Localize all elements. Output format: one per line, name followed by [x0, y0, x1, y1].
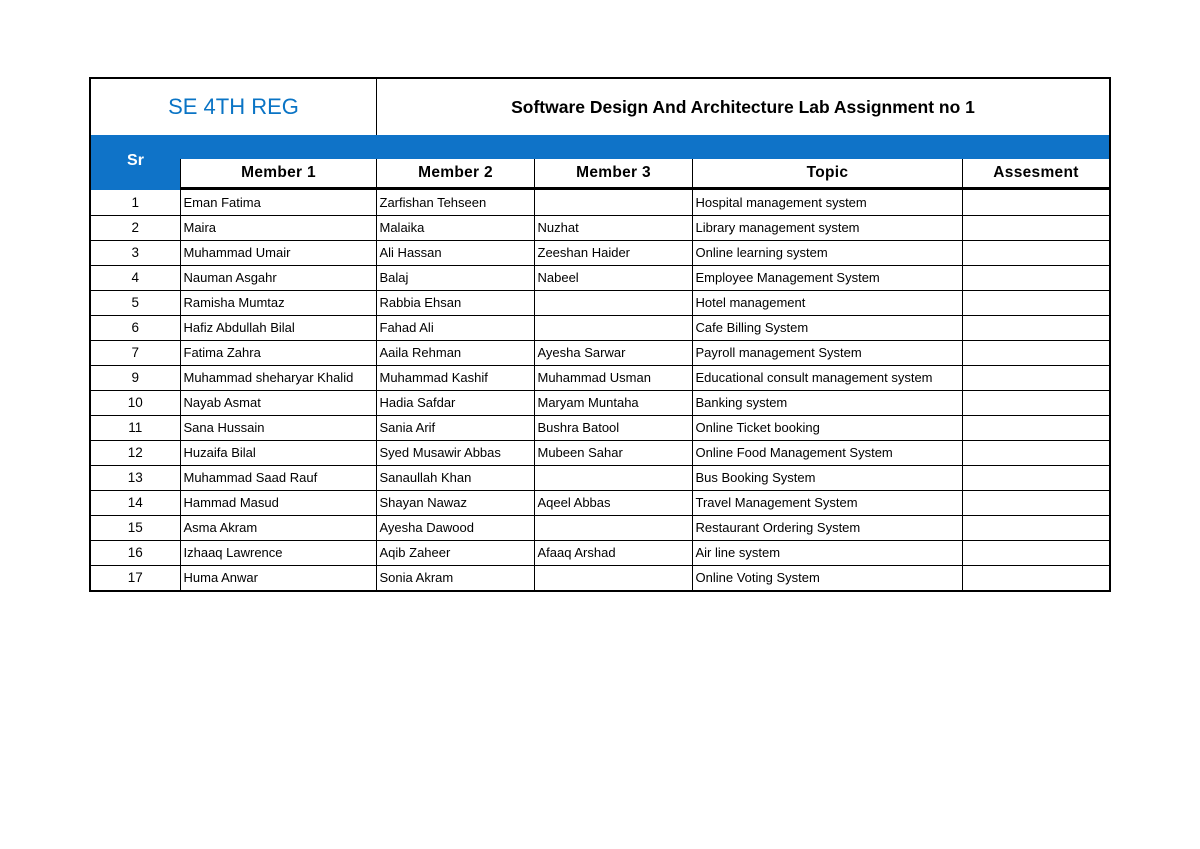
cell-member-2: Rabbia Ehsan — [376, 290, 534, 315]
cell-member-1: Asma Akram — [180, 515, 376, 540]
table-row — [91, 540, 1109, 565]
cell-member-2: Sanaullah Khan — [376, 465, 534, 490]
cell-member-1: Fatima Zahra — [180, 340, 376, 365]
cell-member-2: Aaila Rehman — [376, 340, 534, 365]
table-row — [91, 240, 1109, 265]
cell-member-1: Maira — [180, 215, 376, 240]
cell-topic: Travel Management System — [692, 490, 962, 515]
cell-topic: Payroll management System — [692, 340, 962, 365]
cell-topic: Restaurant Ordering System — [692, 515, 962, 540]
cell-member-1: Huzaifa Bilal — [180, 440, 376, 465]
cell-topic: Library management system — [692, 215, 962, 240]
table-row — [91, 315, 1109, 340]
cell-member-3 — [534, 515, 692, 540]
cell-assessment — [962, 215, 1109, 240]
cell-member-2: Aqib Zaheer — [376, 540, 534, 565]
table-row — [91, 565, 1109, 590]
cell-member-1: Eman Fatima — [180, 190, 376, 215]
cell-assessment — [962, 340, 1109, 365]
table-row — [91, 340, 1109, 365]
cell-assessment — [962, 465, 1109, 490]
table-row — [91, 415, 1109, 440]
cell-member-1: Ramisha Mumtaz — [180, 290, 376, 315]
cell-member-2: Ali Hassan — [376, 240, 534, 265]
sheet-title: Software Design And Architecture Lab Assignment no 1 — [511, 96, 975, 117]
table-row — [91, 190, 1109, 215]
cell-sr: 10 — [91, 390, 180, 415]
cell-member-1: Sana Hussain — [180, 415, 376, 440]
cell-topic: Bus Booking System — [692, 465, 962, 490]
cell-sr: 3 — [91, 240, 180, 265]
cell-member-3 — [534, 465, 692, 490]
title-row — [91, 79, 1109, 135]
cell-assessment — [962, 365, 1109, 390]
table-row — [91, 290, 1109, 315]
cell-member-3 — [534, 315, 692, 340]
cell-sr: 13 — [91, 465, 180, 490]
cell-topic: Hotel management — [692, 290, 962, 315]
cell-member-1: Izhaaq Lawrence — [180, 540, 376, 565]
cell-member-2: Ayesha Dawood — [376, 515, 534, 540]
cell-sr: 14 — [91, 490, 180, 515]
cell-member-1: Muhammad Umair — [180, 240, 376, 265]
cell-member-2: Muhammad Kashif — [376, 365, 534, 390]
cell-member-2: Zarfishan Tehseen — [376, 190, 534, 215]
cell-sr: 11 — [91, 415, 180, 440]
cell-sr: 2 — [91, 215, 180, 240]
cell-topic: Employee Management System — [692, 265, 962, 290]
cell-member-3: Bushra Batool — [534, 415, 692, 440]
cell-member-3: Aqeel Abbas — [534, 490, 692, 515]
class-label: SE 4TH REG — [91, 79, 377, 135]
table-body — [91, 190, 1109, 590]
cell-topic: Online Ticket booking — [692, 415, 962, 440]
cell-topic: Air line system — [692, 540, 962, 565]
table-row — [91, 440, 1109, 465]
cell-assessment — [962, 540, 1109, 565]
cell-topic: Educational consult management system — [692, 365, 962, 390]
header-assessment: Assesment — [962, 159, 1109, 187]
header-sr: Sr — [127, 151, 144, 169]
cell-member-2: Fahad Ali — [376, 315, 534, 340]
cell-member-3: Muhammad Usman — [534, 365, 692, 390]
cell-member-3: Afaaq Arshad — [534, 540, 692, 565]
cell-member-2: Shayan Nawaz — [376, 490, 534, 515]
cell-member-2: Hadia Safdar — [376, 390, 534, 415]
cell-member-2: Sania Arif — [376, 415, 534, 440]
cell-sr: 15 — [91, 515, 180, 540]
cell-assessment — [962, 190, 1109, 215]
table-row — [91, 265, 1109, 290]
cell-member-3 — [534, 290, 692, 315]
cell-assessment — [962, 415, 1109, 440]
table-row — [91, 515, 1109, 540]
cell-topic: Hospital management system — [692, 190, 962, 215]
cell-member-2: Syed Musawir Abbas — [376, 440, 534, 465]
cell-assessment — [962, 440, 1109, 465]
cell-sr: 6 — [91, 315, 180, 340]
cell-sr: 16 — [91, 540, 180, 565]
cell-assessment — [962, 490, 1109, 515]
table-row — [91, 390, 1109, 415]
cell-topic: Banking system — [692, 390, 962, 415]
header-member-1: Member 1 — [180, 159, 376, 187]
groups-table — [91, 190, 1109, 590]
header-member-2: Member 2 — [376, 159, 534, 187]
cell-member-3 — [534, 190, 692, 215]
cell-member-3: Nabeel — [534, 265, 692, 290]
cell-assessment — [962, 390, 1109, 415]
cell-assessment — [962, 315, 1109, 340]
column-headers — [180, 159, 1109, 190]
cell-member-3: Nuzhat — [534, 215, 692, 240]
cell-sr: 4 — [91, 265, 180, 290]
cell-member-3: Mubeen Sahar — [534, 440, 692, 465]
cell-assessment — [962, 515, 1109, 540]
header-topic: Topic — [692, 159, 962, 187]
table-row — [91, 365, 1109, 390]
column-header-band — [91, 135, 1109, 190]
cell-topic: Online Food Management System — [692, 440, 962, 465]
cell-member-3: Maryam Muntaha — [534, 390, 692, 415]
cell-sr: 5 — [91, 290, 180, 315]
cell-assessment — [962, 290, 1109, 315]
cell-member-2: Sonia Akram — [376, 565, 534, 590]
table-row — [91, 490, 1109, 515]
header-member-3: Member 3 — [534, 159, 692, 187]
cell-assessment — [962, 265, 1109, 290]
cell-sr: 12 — [91, 440, 180, 465]
cell-sr: 17 — [127, 570, 143, 586]
cell-sr: 7 — [91, 340, 180, 365]
table-row — [91, 215, 1109, 240]
cell-sr: 1 — [91, 190, 180, 215]
cell-member-1: Huma Anwar — [180, 565, 376, 590]
cell-member-1: Nauman Asgahr — [180, 265, 376, 290]
cell-member-3 — [534, 565, 692, 590]
cell-member-2: Malaika — [376, 215, 534, 240]
cell-topic: Cafe Billing System — [692, 315, 962, 340]
cell-member-1: Muhammad Saad Rauf — [180, 465, 376, 490]
table-row — [91, 465, 1109, 490]
cell-member-1: Hafiz Abdullah Bilal — [180, 315, 376, 340]
cell-assessment — [962, 240, 1109, 265]
cell-member-1: Muhammad sheharyar Khalid — [180, 365, 376, 390]
cell-assessment — [962, 565, 1109, 590]
assignment-sheet — [89, 77, 1111, 592]
cell-member-3: Zeeshan Haider — [534, 240, 692, 265]
cell-member-2: Balaj — [376, 265, 534, 290]
cell-topic: Online Voting System — [692, 565, 962, 590]
cell-member-3: Ayesha Sarwar — [534, 340, 692, 365]
cell-member-1: Nayab Asmat — [180, 390, 376, 415]
cell-topic: Online learning system — [692, 240, 962, 265]
cell-sr: 9 — [91, 365, 180, 390]
cell-member-1: Hammad Masud — [180, 490, 376, 515]
